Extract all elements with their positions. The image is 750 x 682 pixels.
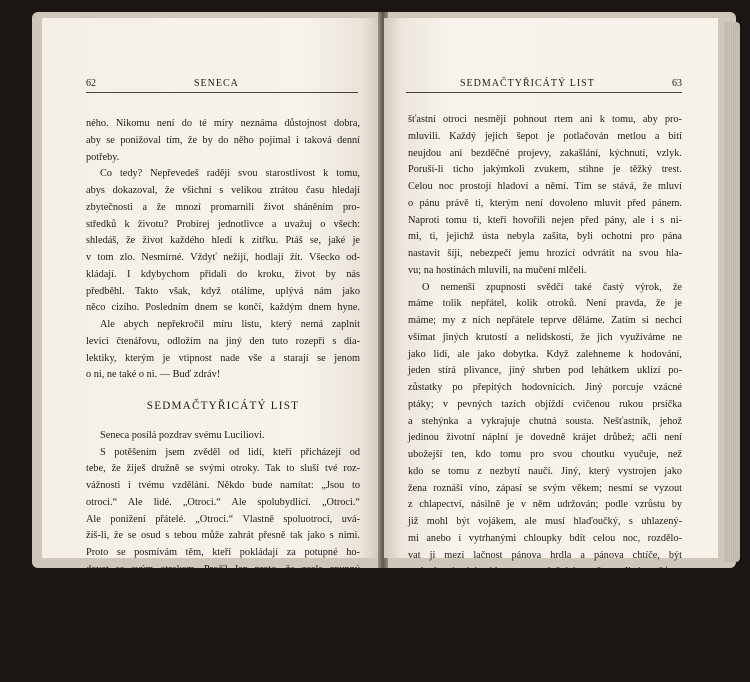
- text-line: tebe, že žiješ družně se svými otroky. Tak to sluší tvé roz-: [86, 463, 360, 475]
- text-line: Ale abych nepřekročil míru listu, který nemá zaplnit: [100, 319, 360, 330]
- text-line: již mohl být vojákem, ale musí hlaďoučký, s uhlazený-: [408, 516, 682, 527]
- right-running-header: [406, 78, 682, 93]
- text-line: zbytečnosti a že mnozí promarnili život sháněním pro-: [86, 201, 360, 213]
- text-line: Poruší-li ticho jakýmkoli zvukem, stihne je těžký trest.: [408, 164, 682, 176]
- text-line: Celou noc prostojí hladoví a němí. Tím se stává, že mluví: [408, 181, 682, 192]
- text-line: předběhl. Takto však, když otálíme, uplývá nám jako: [86, 285, 360, 297]
- text-line: potřeby.: [86, 151, 120, 163]
- text-line: O nemenší zpupnosti svědčí také častý výrok, že: [422, 281, 682, 293]
- right-page-text: [408, 112, 682, 682]
- text-line: trvale čeká, aby si zaznamenal, kdo má být pro své lichot-: [408, 599, 682, 611]
- text-line: mi, ti, jejichž ústa nebyla zašita, byli ochotni pro pána: [408, 231, 682, 243]
- text-line: jako lidí, ale jako dobytka. Když zalehneme k hodování,: [408, 348, 682, 360]
- text-line: kládají. I kdybychom přidali do kroku, život by nás: [86, 268, 360, 280]
- text-line: Proto se posmívám těm, kteří pokládají za potupné ho-: [86, 547, 360, 558]
- text-line: jeden stírá plivance, jiný shrben pod lehátkem uklízí po-: [408, 365, 682, 377]
- text-line: kdo se tomu z nezbytí naučí. Jiný, který vystrojen jako: [408, 465, 682, 477]
- text-line: máme tolik nepřátel, kolik otroků. Není pravda, že je: [408, 298, 682, 310]
- text-line: lektiky, kterým je vtipnost nade vše a starají se jenom: [86, 352, 360, 364]
- text-line: ník, kterému je svěřen dohled nad hodovníky, je ne-: [408, 583, 682, 594]
- text-line: a stehýnka a vykrajuje chutná sousta. Nešťastník, jehož: [408, 415, 682, 427]
- text-line: vážnosti i tvému vzdělání. Někdo bude namítat: „Jsou to: [86, 480, 360, 491]
- left-page-text: [86, 116, 360, 662]
- text-line: ubožejší ten, kdo tomu pro svou choutku vyučuje, než: [408, 449, 682, 460]
- text-line: podrobnou znalost pánova patra, kteří vědí, co vzněcuje: [408, 650, 682, 661]
- chapter-title: SEDMAČTYŘICÁTÝ LIST: [146, 400, 300, 412]
- page-edges: [724, 22, 740, 562]
- text-line: mluvili. Každý jejich šepot je potlačován metlou a bití: [408, 130, 682, 142]
- text-line: žíš-li, že se osud s tebou může zahrát přesně tak jako s nimi.: [86, 530, 360, 542]
- left-running-header: [86, 78, 358, 93]
- left-page-number: 62: [86, 78, 96, 89]
- text-line: jedinou životní náplní je dovedně krájet drůbež; ačli není: [408, 432, 682, 444]
- text-line: abys dokazoval, že všichni s velikou ztrátou času hledají: [86, 185, 360, 196]
- text-line: o pánu právě ti, kterým není dovoleno mluvit před pánem.: [408, 197, 682, 209]
- text-line: ků. Pán jí více, než je schopen strávit, nemírnou hltavostí: [86, 597, 360, 609]
- text-line: mi anebo i vytrhanými chloupky bdít celou noc, rozdělo-: [408, 532, 682, 544]
- left-page: [42, 18, 382, 659]
- open-book: [32, 12, 736, 678]
- text-line: levici čtenářovu, odložím na jiný den tuto rozepři s dia-: [86, 335, 360, 347]
- text-line: aby se ponižoval tím, že by do něho pojímal i taková denní: [86, 134, 360, 146]
- right-page-number: 63: [672, 78, 682, 89]
- text-line: všímat jiných krutostí a nelidskostí, že jich využíváme ne: [408, 331, 682, 343]
- text-line: vu; na hostinách mluvili, na mučení mlčeli.: [408, 264, 587, 276]
- text-line: jeho chuť, co poutá jeho pohled, jaká novinka může: [408, 666, 682, 678]
- text-line: Seneca posílá pozdrav svému Luciliovi.: [100, 429, 265, 441]
- text-line: Ale ponížení přátelé. „Otroci.“ Vlastně spoluotroci, uvá-: [86, 513, 360, 525]
- text-line: Co tedy? Nepřevedeš raději svou starostlivost k tomu,: [100, 168, 360, 180]
- text-line: vat ji mezi lačnost pánova hrdla a pánova chtíče, být: [408, 549, 682, 561]
- right-running-head-title: SEDMAČTYŘICÁTÝ LIST: [460, 78, 595, 89]
- text-line: zvyk obklopil hodujícího pána zástupem stojících otro-: [86, 580, 360, 592]
- text-line: v hodovní síni chlapcem, v ložnici mužem. Jiný nešťast-: [408, 566, 682, 578]
- text-line: něco cizího. Posledním dnem se končí, každým dnem hyne.: [86, 302, 360, 314]
- text-line: z chlapectví, násilně je v něm udržován; podle vzrůstu by: [408, 499, 682, 511]
- text-line: ného. Nikomu není do té míry neznáma důstojnost dobra,: [86, 118, 360, 129]
- text-line: ptáky; v pevných tazích objíždí cvičenou rukou prsíčka: [408, 398, 682, 410]
- text-line: šťastní otroci nesmějí pohnout rtem ani k tomu, aby pro-: [408, 114, 682, 125]
- text-line: otroci.“ Ale lidé. „Otroci.“ Ale spolubydlící. „Otroci.“: [86, 496, 360, 508]
- text-line: neujdou ani bezděčné projevy, zakašlání, kýchnutí, vzlyk.: [408, 147, 682, 159]
- text-line: v tom zlo. Nesmírné. Vždyť nežijí, hodlají žít. Všecko od-: [86, 252, 360, 263]
- text-line: zůstatky po přepitých hodovnících. Jiný porcuje vzácné: [408, 382, 682, 393]
- text-line: žena roznáší víno, zápasí se svým věkem; nesmí se vyzout: [408, 482, 682, 494]
- left-running-head-title: SENECA: [194, 78, 239, 89]
- text-line: středků k životu? Probírej jednotlivce a uvažuj o všech:: [86, 218, 360, 230]
- right-page: [384, 18, 718, 678]
- text-line: vykl plnit své poslání, a tak se s větší námahou vyprazd-: [86, 630, 360, 642]
- text-line: nastavit šíji, nebezpečí jemu hrozící odvrátit na svou hla-: [408, 248, 682, 259]
- text-line: Naproti tomu ti, kteří hovořili nejen před pány, ale i s ni-: [408, 214, 682, 226]
- text-line: máme; my z nich nepřátele teprve děláme. Zatím si nechci: [408, 315, 682, 326]
- text-line: S potěšením jsem zvěděl od lidí, kteří přicházejí od: [100, 446, 360, 458]
- text-line: shledáš, že život každého hledí k zítřku. Ptáš se, jaké je: [86, 235, 360, 247]
- text-line: na zítřek. Přidej ještě nakupovače lahůdek, kteří mají: [408, 633, 682, 645]
- text-line: dovat se svým otrokem. Proč? Jen proto, že zcela zpupný: [86, 563, 360, 575]
- text-line: nictví a pro nezřízenost chřtánu nebo jazyka opět pozván: [408, 616, 682, 628]
- text-line: ňuje, nežli to všechno do sebe vpravil. Naproti tomu ne-: [86, 647, 360, 659]
- text-line: o ni, ne také o ni. — Buď zdráv!: [86, 369, 221, 381]
- text-line: obtěžuje žaludek, který je naplněn až k prasknutí a od-: [86, 614, 360, 625]
